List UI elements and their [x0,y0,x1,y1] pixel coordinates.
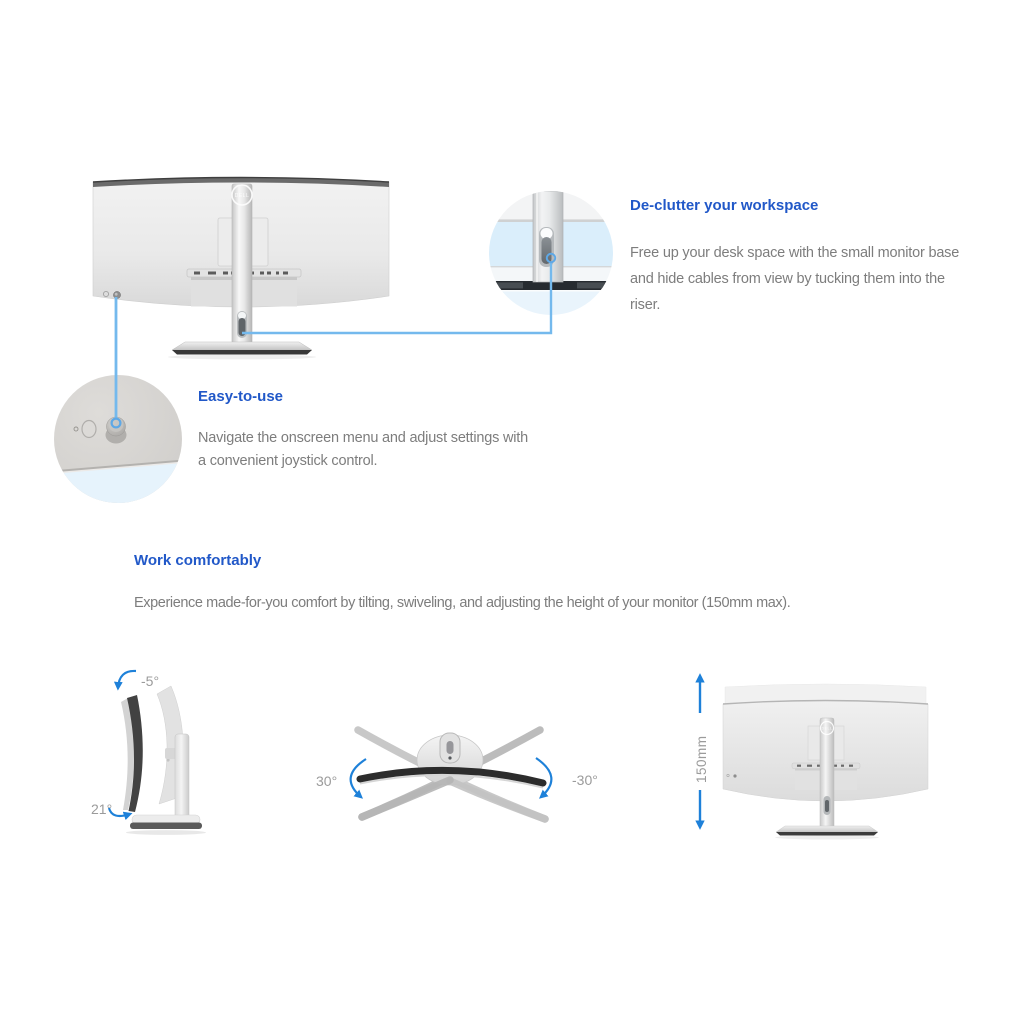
power-button-closeup [82,421,96,438]
tilt-back-arrow-icon [118,671,136,688]
stand-base-rim [172,350,312,355]
joystick-closeup-circle [53,374,183,504]
tilt-stand-riser [175,734,189,820]
closeup-rim-highlight [489,290,613,292]
height-base-rim [776,832,878,836]
monitor-back-illustration [90,170,392,360]
cable-slot-inner [239,318,246,336]
dell-logo-text: DELL [234,193,250,199]
height-range-label: 150mm [694,735,709,783]
tilt-forward-angle-label: 21° [91,801,113,817]
swivel-right-angle-label: -30° [572,772,598,788]
height-dell-logo-text: DELL [821,726,833,731]
joystick-highlight [115,293,118,296]
work-comfortably-title: Work comfortably [134,552,262,569]
height-stand-base [776,826,878,832]
closeup-riser-highlight [536,191,538,282]
closeup-floor [489,292,613,316]
swivel-riser-slot [447,741,454,754]
stand-base [172,342,312,350]
closeup-rim-gap-right [577,282,605,288]
tilt-illustration [85,658,255,840]
declutter-title: De-clutter your workspace [630,197,819,214]
swivel-left-angle-label: 30° [316,773,338,789]
easy-to-use-body: Navigate the onscreen menu and adjust settings with a convenient joystick control. [198,430,528,469]
riser-closeup-circle [489,191,613,315]
work-comfortably-body: Experience made-for-you comfort by tilting, swiveling, and adjusting the height of your monitor (150mm max). [134,595,791,611]
swivel-right-arrow-icon [536,758,551,797]
joystick-knob-top [109,417,124,432]
closeup-slot-inner [542,237,552,264]
tilt-base-rim [130,823,202,830]
height-base-shadow [775,836,879,840]
closeup-rim-gap-left [495,282,523,288]
height-illustration [685,658,943,842]
cable-slot-opening [238,312,246,319]
height-joystick [733,774,736,777]
easy-to-use-title: Easy-to-use [198,388,284,405]
swivel-ghost-arm-lower-left [362,780,450,817]
tilt-base-shadow [126,830,206,835]
swivel-illustration [300,700,612,840]
tilt-back-angle-label: -5° [141,673,160,689]
height-cable-slot-inner [825,800,829,812]
swivel-ghost-arm-lower-right [450,781,545,819]
swivel-riser-screw [448,756,451,759]
declutter-body: Free up your desk space with the small monitor base and hide cables from view by tucking them into the riser. [630,245,960,313]
base-shadow [168,355,316,360]
